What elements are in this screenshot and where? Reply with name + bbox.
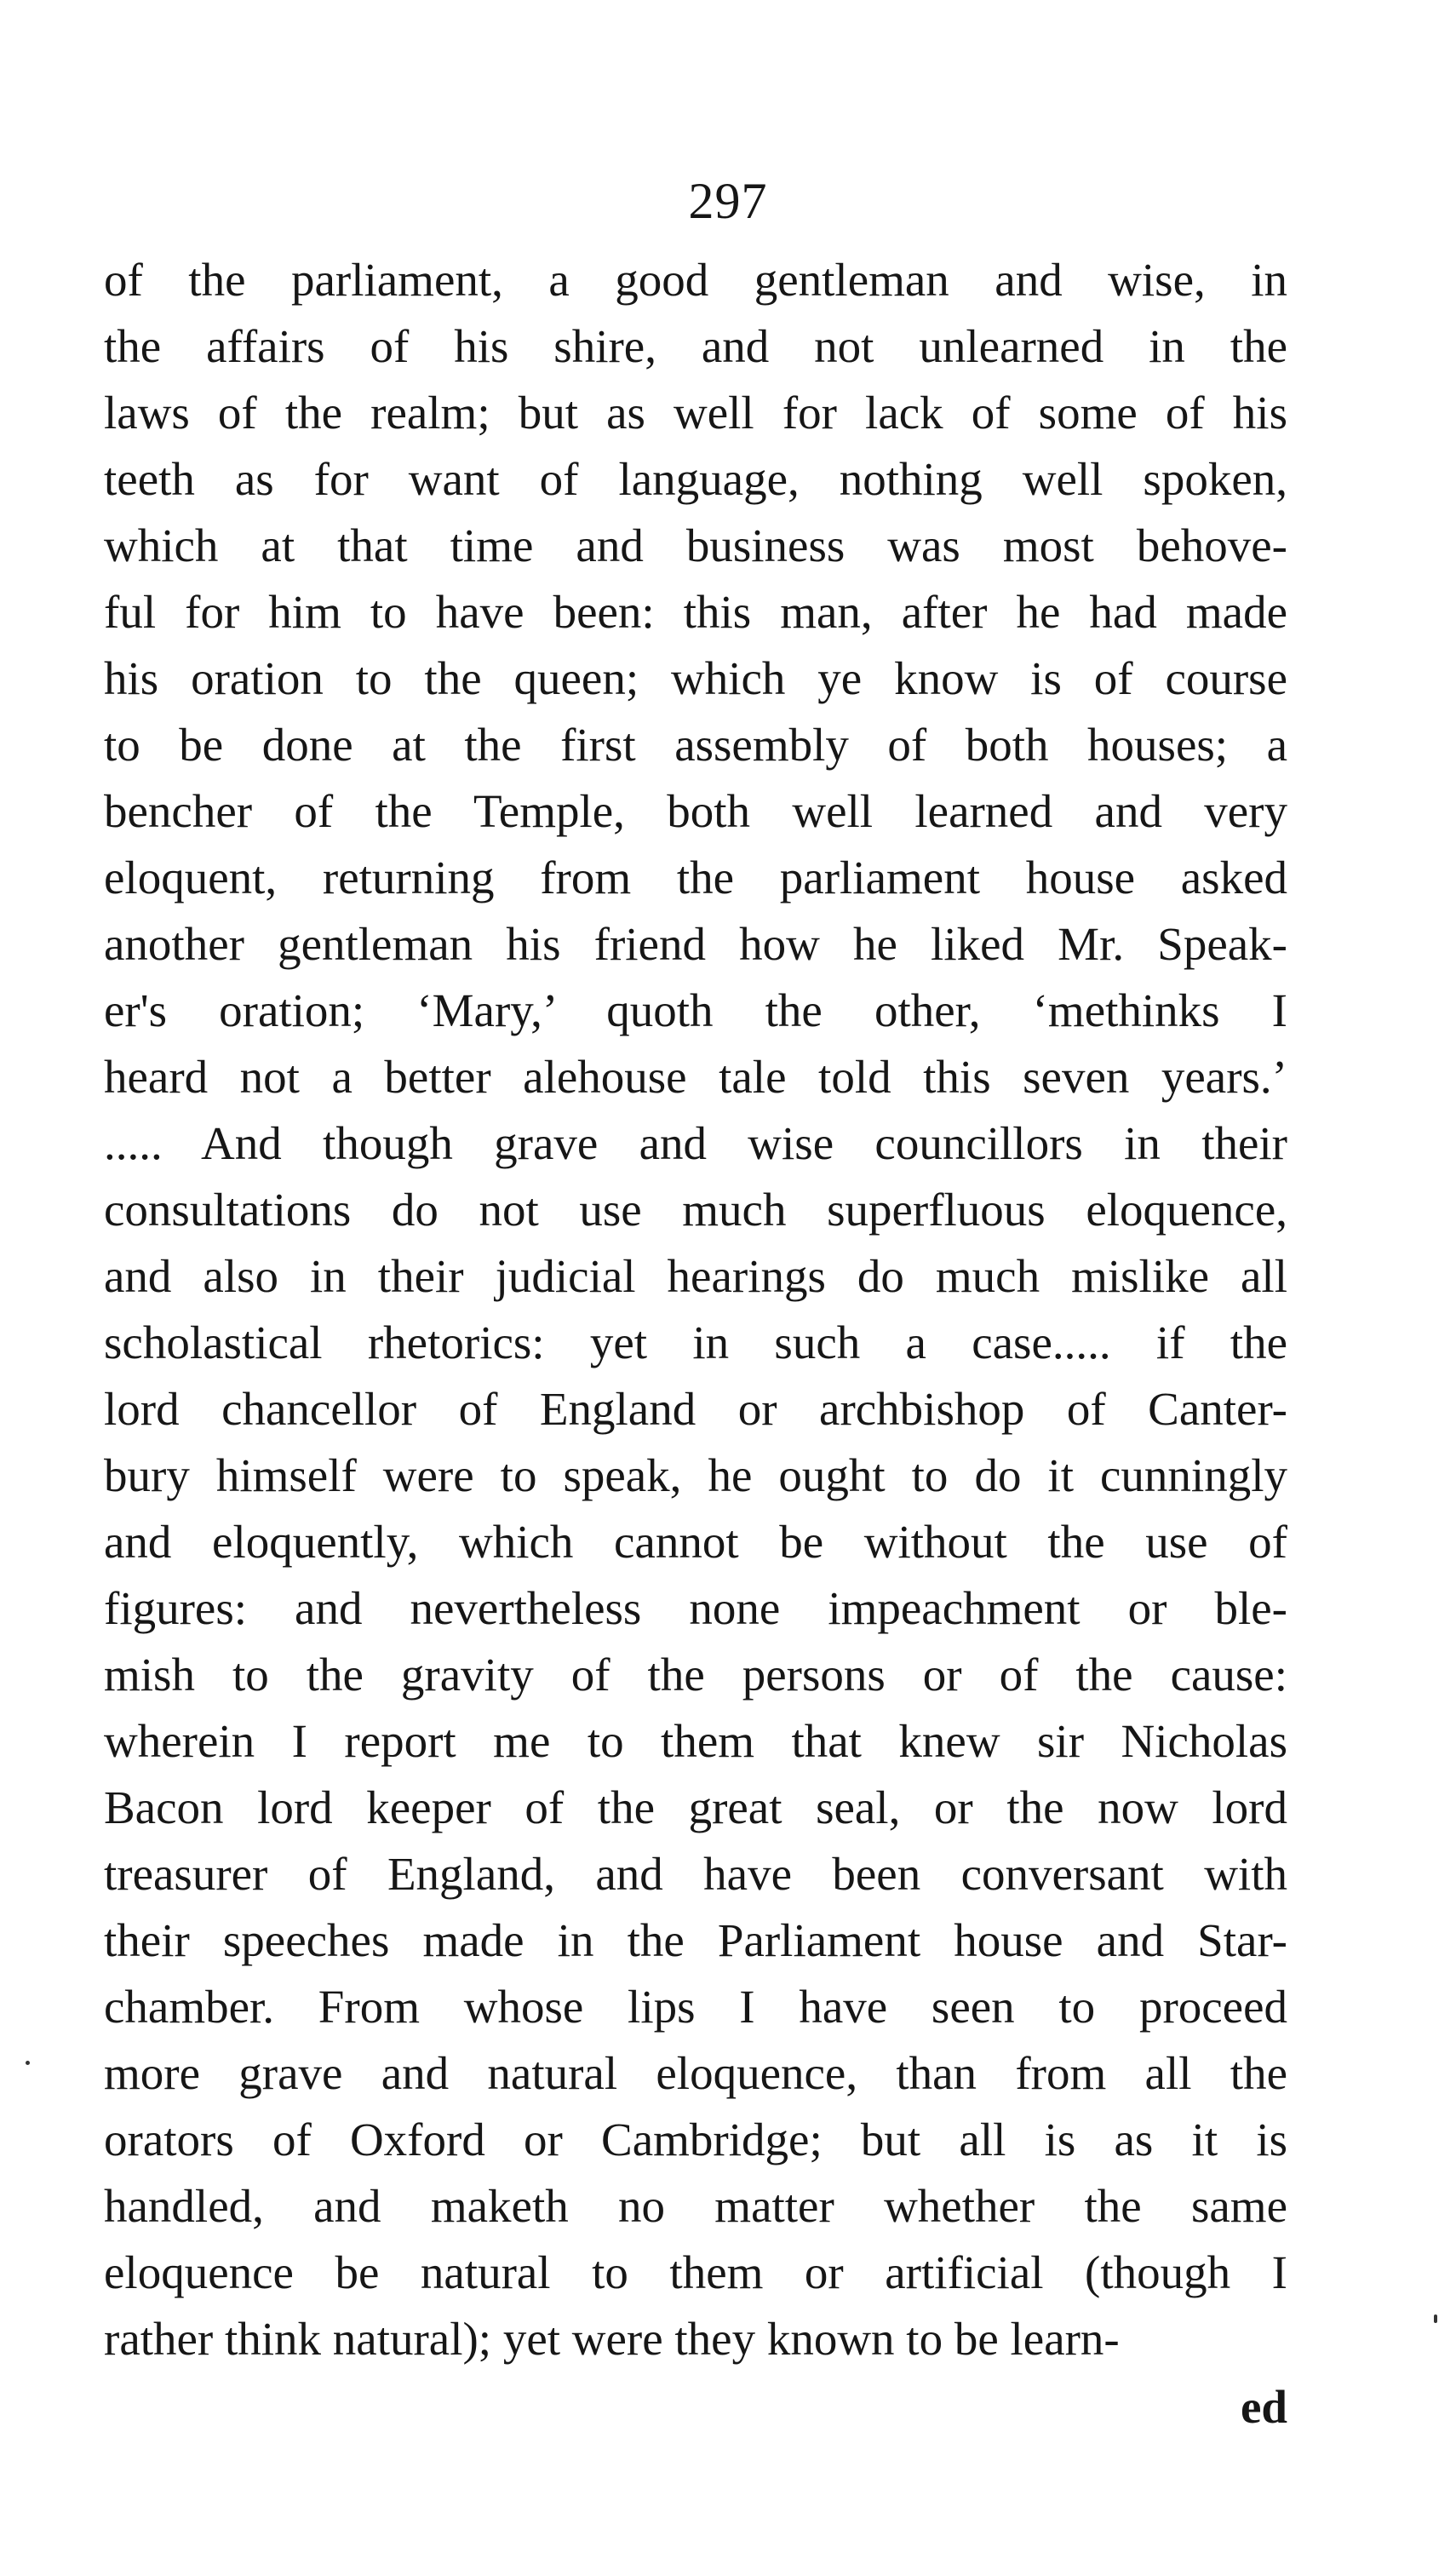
text-line: handled, and maketh no matter whether the same <box>104 2180 1287 2232</box>
text-line: orators of Oxford or Cambridge; but all is as it is <box>104 2114 1287 2165</box>
text-line: eloquence be natural to them or artificial (though I <box>104 2246 1287 2298</box>
text-line: mish to the gravity of the persons or of the cause: <box>104 1649 1287 1701</box>
text-line: the affairs of his shire, and not unlearned in the <box>104 320 1287 372</box>
text-line: laws of the realm; but as well for lack of some of his <box>104 387 1287 439</box>
text-line: bury himself were to speak, he ought to do it cunningly <box>104 1449 1287 1501</box>
catchword: ed <box>1241 2381 1287 2433</box>
text-line: er's oration; ‘Mary,’ quoth the other, ‘methinks I <box>104 984 1287 1036</box>
text-line: ..... And though grave and wise councillors in their <box>104 1117 1287 1169</box>
text-line: ful for him to have been: this man, after he had made <box>104 586 1287 638</box>
text-line: and eloquently, which cannot be without the use of <box>104 1516 1287 1568</box>
text-line: teeth as for want of language, nothing well spoken, <box>104 453 1287 505</box>
text-line: which at that time and business was most behove- <box>104 519 1287 571</box>
body-text <box>104 247 1287 2372</box>
text-line: lord chancellor of England or archbishop of Canter- <box>104 1383 1287 1435</box>
text-line: Bacon lord keeper of the great seal, or the now lord <box>104 1781 1287 1833</box>
text-line: of the parliament, a good gentleman and wise, in <box>104 254 1287 306</box>
text-line: chamber. From whose lips I have seen to proceed <box>104 1981 1287 2033</box>
ink-speck <box>26 2061 30 2065</box>
text-line: rather think natural); yet were they known to be learn- <box>104 2313 1120 2365</box>
text-line: their speeches made in the Parliament house and Star- <box>104 1914 1287 1966</box>
text-line: treasurer of England, and have been conversant with <box>104 1848 1287 1900</box>
text-line: heard not a better alehouse tale told this seven years.’ <box>104 1051 1287 1103</box>
text-line: consultations do not use much superfluous eloquence, <box>104 1184 1287 1236</box>
text-line: to be done at the first assembly of both houses; a <box>104 719 1287 771</box>
text-line: more grave and natural eloquence, than from all the <box>104 2047 1287 2099</box>
text-line: eloquent, returning from the parliament house asked <box>104 852 1287 903</box>
text-line: scholastical rhetorics: yet in such a case..... if the <box>104 1316 1287 1368</box>
ink-speck <box>1434 2314 1437 2323</box>
text-line: figures: and nevertheless none impeachment or ble- <box>104 1582 1287 1634</box>
text-line: his oration to the queen; which ye know is of course <box>104 652 1287 704</box>
text-line: wherein I report me to them that knew sir Nicholas <box>104 1715 1287 1767</box>
text-line: bencher of the Temple, both well learned and very <box>104 785 1287 837</box>
text-line: and also in their judicial hearings do much mislike all <box>104 1250 1287 1302</box>
text-line: another gentleman his friend how he liked Mr. Speak- <box>104 918 1287 970</box>
page-number: 297 <box>688 173 768 229</box>
